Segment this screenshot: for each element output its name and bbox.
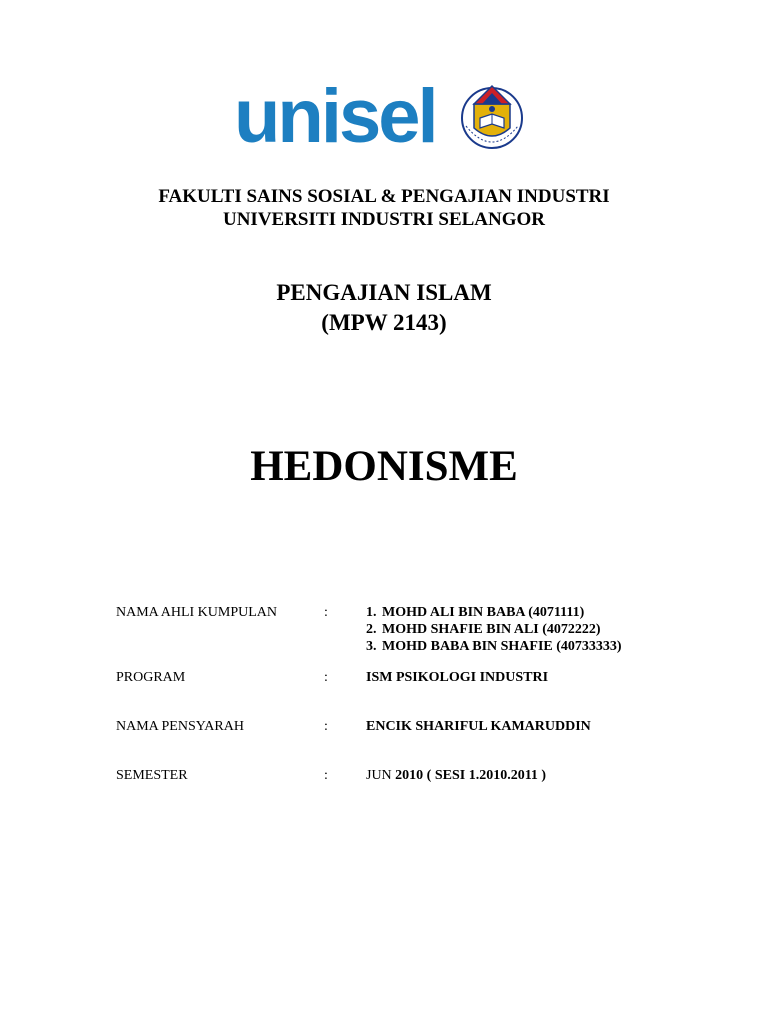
separator: :: [324, 719, 328, 734]
semester-session: 2010 ( SESI 1.2010.2011 ): [395, 768, 547, 783]
separator: :: [324, 605, 328, 620]
lecturer-value: ENCIK SHARIFUL KAMARUDDIN: [366, 719, 591, 734]
member-list: [366, 604, 622, 655]
separator: :: [324, 670, 328, 685]
university-name: UNIVERSITI INDUSTRI SELANGOR: [222, 209, 546, 230]
semester-label: SEMESTER: [116, 768, 188, 783]
semester-month: JUN: [366, 768, 392, 783]
course-code: (MPW 2143): [321, 310, 447, 335]
faculty-name: FAKULTI SAINS SOSIAL & PENGAJIAN INDUSTRI: [158, 186, 610, 207]
document-title: HEDONISME: [250, 443, 518, 490]
list-item: 3. MOHD BABA BIN SHAFIE (40733333): [366, 639, 622, 654]
list-item: 1. MOHD ALI BIN BABA (4071111): [366, 605, 585, 620]
separator: :: [324, 768, 328, 783]
logo-wordmark: unisel: [234, 74, 436, 159]
unisel-logo: [232, 74, 524, 159]
course-name: PENGAJIAN ISLAM: [276, 280, 492, 305]
program-value: ISM PSIKOLOGI INDUSTRI: [366, 670, 549, 685]
university-seal-icon: [460, 78, 524, 156]
lecturer-label: NAMA PENSYARAH: [116, 719, 244, 734]
semester-value: [366, 767, 546, 784]
list-item: 2. MOHD SHAFIE BIN ALI (4072222): [366, 622, 601, 637]
program-label: PROGRAM: [116, 670, 186, 685]
group-label: NAMA AHLI KUMPULAN: [116, 605, 278, 620]
